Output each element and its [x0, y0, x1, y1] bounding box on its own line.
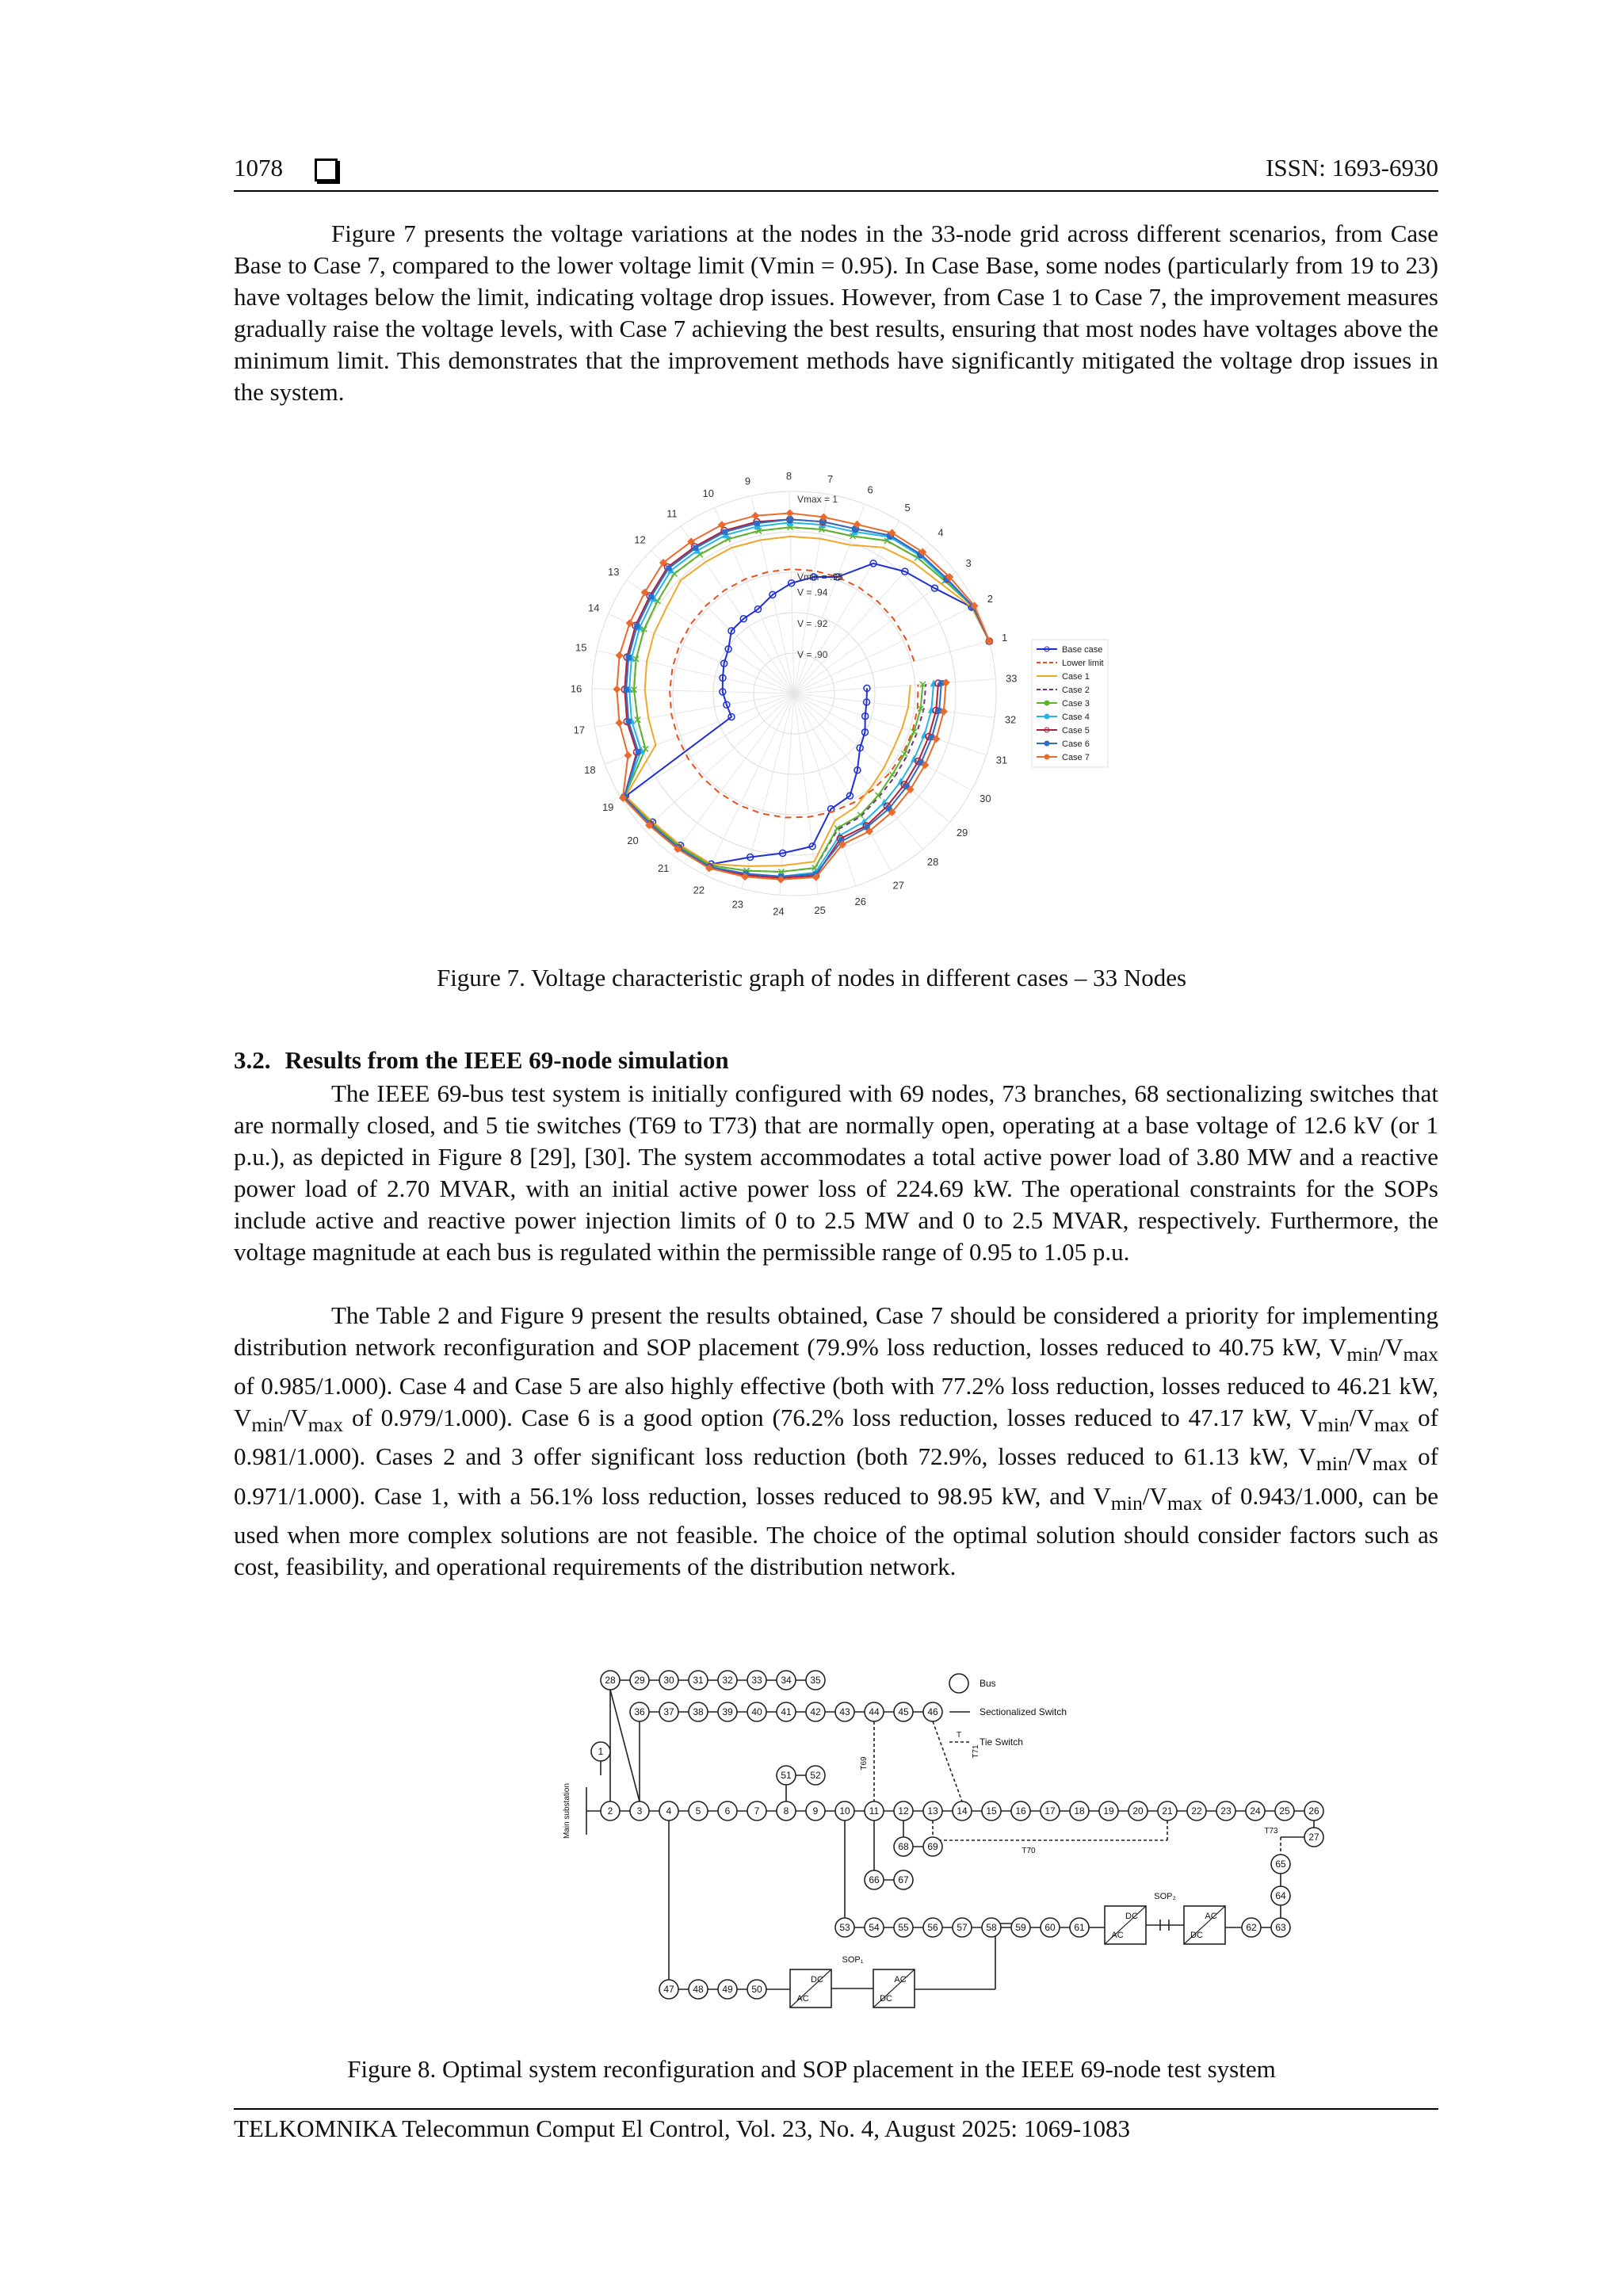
tie-label: T69: [860, 1756, 869, 1771]
sub-max: max: [1403, 1343, 1438, 1366]
slash-v: /V: [1142, 1481, 1167, 1510]
bus-label: 38: [693, 1706, 704, 1717]
theta-tick-label: 5: [904, 502, 911, 514]
results-text-2: of 0.985/1.000). Case 4 and Case 5 are also highly effective (both with 77.2% loss reduction, losses reduced to 46.21 kW, V: [234, 1372, 1438, 1432]
theta-tick-label: 21: [657, 862, 670, 875]
data-point: [648, 594, 654, 599]
theta-tick-label: 4: [938, 526, 944, 539]
sub-max: max: [1372, 1452, 1408, 1476]
converter-label: AC: [796, 1994, 809, 2004]
data-point: [616, 651, 624, 659]
converter-label: AC: [1111, 1931, 1124, 1940]
grid-spoke: [794, 679, 995, 693]
bus-label: 1: [598, 1746, 604, 1757]
bus-label: 36: [634, 1706, 645, 1717]
bus-label: 53: [839, 1922, 850, 1933]
data-point: [787, 517, 792, 522]
bus-label: 63: [1275, 1922, 1286, 1933]
theta-tick-label: 1: [1002, 631, 1008, 644]
network-nodes: [591, 1671, 1323, 1999]
bus-label: 24: [1250, 1805, 1261, 1817]
converter-label: DC: [1190, 1931, 1203, 1940]
page-footer: TELKOMNIKA Telecommun Comput El Control, Vol. 23, No. 4, August 2025: 1069-1083: [234, 2108, 1438, 2143]
bus-label: 14: [957, 1805, 968, 1817]
results-text-6: of 0.943/1.000, can be used when more complex solutions are not feasible. The choice of the optimal solution should consider factors such as cost, feasibility, and operational requirements of the distribution network.: [234, 1481, 1438, 1580]
data-point: [666, 565, 671, 571]
bus-label: 45: [898, 1706, 909, 1717]
bus-label: 25: [1279, 1805, 1290, 1817]
bus-label: 41: [781, 1706, 792, 1717]
theta-tick-label: 3: [965, 557, 972, 570]
bus-label: 27: [1308, 1832, 1319, 1843]
data-point: [636, 749, 641, 755]
bus-label: 7: [754, 1805, 760, 1817]
bus-label: 15: [986, 1805, 997, 1817]
sub-max: max: [307, 1413, 344, 1437]
bus-label: 35: [810, 1675, 821, 1686]
legend-marker: [1044, 741, 1049, 746]
theta-tick-label: 27: [892, 879, 905, 892]
theta-tick-label: 32: [1004, 713, 1017, 726]
sub-min: min: [1316, 1452, 1348, 1476]
bus-label: 11: [869, 1805, 880, 1817]
header-square-icon: [315, 159, 338, 181]
tie-label: T70: [1022, 1847, 1036, 1855]
bus-label: 62: [1246, 1922, 1257, 1933]
grid-spoke: [644, 693, 794, 830]
radial-tick-label: V = .90: [797, 649, 828, 661]
bus-label: 46: [927, 1706, 938, 1717]
chart-legend: [1032, 640, 1108, 767]
radial-tick-label: V = .92: [797, 617, 828, 629]
results-text-5: of 0.971/1.000). Case 1, with a 56.1% loss reduction, losses reduced to 98.95 kW, and V: [234, 1442, 1438, 1510]
bus-label: 8: [783, 1805, 789, 1817]
bus-label: 58: [986, 1922, 997, 1933]
bus-label: 23: [1220, 1805, 1232, 1817]
bus-label: 57: [957, 1922, 968, 1933]
radial-tick-label: Vmin = .95: [797, 571, 843, 583]
bus-label: 61: [1074, 1922, 1085, 1933]
legend-label: Case 5: [1062, 726, 1090, 735]
bus-label: 2: [607, 1805, 613, 1817]
theta-tick-label: 9: [744, 475, 751, 487]
bus-label: 44: [869, 1706, 880, 1717]
bus-label: 29: [634, 1675, 645, 1686]
theta-tick-label: 17: [573, 724, 586, 736]
legend-bus-symbol: [949, 1674, 968, 1693]
legend-marker: [1044, 714, 1049, 719]
bus-label: 64: [1275, 1890, 1286, 1901]
bus-label: 21: [1162, 1805, 1173, 1817]
radial-tick-label: V = .94: [797, 586, 828, 598]
theta-tick-label: 6: [867, 483, 873, 496]
grid-spoke: [673, 693, 794, 855]
bus-label: 3: [636, 1805, 643, 1817]
results-text-4: of 0.981/1.000). Cases 2 and 3 offer significant loss reduction (both 72.9%, losses reduced to 61.13 kW, V: [234, 1404, 1438, 1471]
bus-label: 28: [605, 1675, 616, 1686]
legend-label: Base case: [1062, 645, 1103, 655]
data-point: [624, 751, 632, 759]
theta-tick-label: 28: [926, 856, 939, 869]
theta-tick-label: 15: [575, 641, 587, 654]
data-point: [754, 521, 760, 526]
theta-tick-label: 30: [980, 792, 991, 804]
theta-tick-label: 31: [995, 754, 1008, 766]
theta-tick-label: 13: [608, 565, 620, 578]
page-header: [234, 154, 1438, 192]
theta-tick-label: 18: [584, 764, 596, 777]
bus-label: 68: [898, 1841, 909, 1852]
bus-label: 30: [663, 1675, 674, 1686]
bus-label: 52: [810, 1770, 821, 1781]
data-point: [634, 624, 640, 629]
bus-label: 67: [898, 1874, 909, 1885]
data-point: [615, 719, 623, 727]
sub-min: min: [1110, 1491, 1143, 1515]
issn: ISSN: 1693-6930: [1266, 154, 1438, 181]
bus-label: 59: [1015, 1922, 1026, 1933]
legend-label: Case 6: [1062, 739, 1090, 749]
theta-tick-label: 23: [731, 898, 744, 911]
slash-v: /V: [1347, 1442, 1373, 1471]
bus-label: 34: [781, 1675, 792, 1686]
theta-tick-label: 14: [587, 602, 600, 614]
results-text-1: The Table 2 and Figure 9 present the results obtained, Case 7 should be considered a priority for implementing distribution network reconfiguration and SOP placement (79.9% loss reduction, losses reduced to 40.75 kW, V: [234, 1301, 1438, 1361]
bus-label: 37: [663, 1706, 674, 1717]
grid-spoke: [794, 693, 922, 850]
legend-tie-label: Tie Switch: [980, 1736, 1023, 1748]
bus-label: 10: [839, 1805, 850, 1817]
bus-label: 17: [1044, 1805, 1056, 1817]
bus-label: 47: [663, 1984, 674, 1995]
bus-label: 56: [927, 1922, 938, 1933]
sop-label: SOP₁: [842, 1955, 864, 1965]
bus-label: 48: [693, 1984, 704, 1995]
theta-tick-label: 25: [814, 904, 826, 917]
legend-label: Case 7: [1062, 753, 1090, 762]
sub-max: max: [1373, 1413, 1410, 1437]
data-point: [624, 686, 629, 692]
data-point: [786, 510, 794, 518]
bus-label: 20: [1132, 1805, 1144, 1817]
sub-min: min: [1346, 1343, 1379, 1366]
bus-label: 19: [1103, 1805, 1114, 1817]
bus-label: 26: [1308, 1805, 1319, 1817]
bus-label: 43: [839, 1706, 850, 1717]
theta-tick-label: 12: [634, 533, 646, 546]
bus-label: 54: [869, 1922, 880, 1933]
bus-label: 50: [751, 1984, 762, 1995]
data-point: [626, 655, 632, 660]
tie-label: T71: [972, 1744, 980, 1759]
section-title: Results from the IEEE 69-node simulation: [285, 1046, 729, 1074]
bus-label: 33: [751, 1675, 762, 1686]
data-point: [613, 686, 621, 693]
sop-label: SOP₂: [1154, 1892, 1176, 1901]
paragraph-69-system: The IEEE 69-bus test system is initially configured with 69 nodes, 73 branches, 68 sectionalizing switches that are normally closed, and 5 tie switches (T69 to T73) that are normally open, operating at a base voltage of 12.6 kV (or 1 p.u.), as depicted in Figure 8 [29], [30]. The system accommodates a total active power load of 3.80 MW and a reactive power load of 2.70 MVAR, with an initial active power loss of 224.69 kW. The operational constraints for the SOPs include active and reactive power injection limits of 0 to 2.5 MW and 0 to 2.5 MVAR, respectively. Furthermore, the voltage magnitude at each bus is regulated within the permissible range of 0.95 to 1.05 p.u.: [234, 1079, 1438, 1266]
bus-label: 18: [1074, 1805, 1085, 1817]
page-number: 1078: [234, 154, 283, 181]
figure-7-polar-chart: [547, 464, 1165, 918]
bus-label: 42: [810, 1706, 821, 1717]
data-point: [890, 772, 896, 777]
converter-label: DC: [811, 1975, 823, 1985]
section-number: 3.2.: [234, 1046, 271, 1074]
theta-tick-label: 7: [827, 472, 834, 485]
bus-label: 65: [1275, 1859, 1286, 1870]
theta-tick-label: 19: [601, 801, 614, 814]
theta-tick-label: 2: [987, 592, 993, 605]
bus-label: 51: [781, 1770, 792, 1781]
theta-tick-label: 24: [773, 905, 785, 918]
bus-label: 9: [812, 1805, 819, 1817]
bus-label: 5: [695, 1805, 701, 1817]
bus-label: 66: [869, 1874, 880, 1885]
sub-min: min: [251, 1413, 284, 1437]
substation-label: Main substation: [563, 1782, 571, 1839]
converter-label: AC: [894, 1975, 907, 1985]
figure-8-caption: Figure 8. Optimal system reconfiguration and SOP placement in the IEEE 69-node test system: [347, 2055, 1276, 2083]
theta-tick-label: 11: [666, 507, 678, 520]
slash-v: /V: [1378, 1333, 1403, 1361]
figure-7-caption: Figure 7. Voltage characteristic graph of nodes in different cases – 33 Nodes: [436, 964, 1187, 991]
paragraph-results: [234, 1300, 1438, 1583]
tie-label: T73: [1264, 1827, 1278, 1836]
theta-tick-label: 33: [1006, 672, 1018, 685]
section-heading: [234, 1046, 729, 1075]
theta-tick-label: 8: [785, 470, 792, 483]
bus-label: 31: [693, 1675, 704, 1686]
bus-label: 49: [722, 1984, 733, 1995]
slash-v: /V: [1349, 1404, 1374, 1432]
grid-spoke: [794, 693, 995, 717]
grid-spoke: [742, 693, 794, 888]
sub-max: max: [1167, 1491, 1203, 1515]
legend-sectionalized-label: Sectionalized Switch: [980, 1706, 1067, 1717]
results-text-3: of 0.979/1.000). Case 6 is a good option (76.2% loss reduction, losses reduced to 47.17 kW, V: [343, 1404, 1318, 1432]
sub-min: min: [1317, 1413, 1350, 1437]
converter-label: AC: [1205, 1912, 1217, 1921]
bus-label: 55: [898, 1922, 909, 1933]
bus-label: 32: [722, 1675, 733, 1686]
legend-tie-mark: T: [956, 1731, 962, 1740]
theta-tick-label: 22: [693, 884, 705, 896]
legend-marker: [1044, 701, 1049, 705]
converter-label: DC: [1125, 1912, 1138, 1921]
bus-label: 16: [1015, 1805, 1026, 1817]
converter-label: DC: [880, 1994, 892, 2004]
slash-v: /V: [283, 1404, 308, 1432]
paragraph-fig7-discussion: Figure 7 presents the voltage variations at the nodes in the 33-node grid across different scenarios, from Case Base to Case 7, compared to the lower voltage limit (Vmin = 0.95). In Case Base, some nodes (particularly from 19 to 23) have voltages below the limit, indicating voltage drop issues. However, from Case 1 to Case 7, the improvement measures gradually raise the voltage levels, with Case 7 achieving the best results, ensuring that most nodes have voltages above the minimum limit. This demonstrates that the improvement methods have significantly mitigated the voltage drop issues in the system.: [234, 220, 1438, 406]
legend-label: Case 2: [1062, 686, 1090, 695]
bus-label: 60: [1044, 1922, 1056, 1933]
bus-label: 39: [722, 1706, 733, 1717]
legend-bus-label: Bus: [980, 1678, 996, 1689]
network-annotations: [563, 1674, 1278, 2008]
data-point: [626, 719, 632, 724]
bus-label: 6: [724, 1805, 731, 1817]
data-point: [722, 529, 727, 535]
radial-tick-label: Vmax = 1: [797, 494, 838, 505]
legend-label: Case 1: [1062, 672, 1090, 682]
theta-tick-label: 20: [627, 834, 639, 846]
bus-label: 22: [1191, 1805, 1202, 1817]
bus-label: 40: [751, 1706, 762, 1717]
bus-label: 69: [927, 1841, 938, 1852]
legend-label: Case 4: [1062, 712, 1090, 722]
polar-grid: [592, 491, 996, 896]
bus-label: 4: [666, 1805, 672, 1817]
figure-8-network-diagram: [452, 1656, 1319, 2021]
theta-tick-label: 16: [570, 682, 582, 695]
theta-tick-label: 29: [956, 827, 968, 839]
bus-label: 12: [898, 1805, 909, 1817]
theta-tick-label: 26: [854, 895, 866, 907]
data-point: [693, 545, 698, 551]
bus-label: 13: [927, 1805, 938, 1817]
legend-label: Case 3: [1062, 699, 1090, 709]
theta-tick-label: 10: [702, 487, 714, 500]
legend-label: Lower limit: [1062, 659, 1104, 668]
data-point: [641, 588, 649, 596]
legend-marker: [1044, 755, 1049, 759]
